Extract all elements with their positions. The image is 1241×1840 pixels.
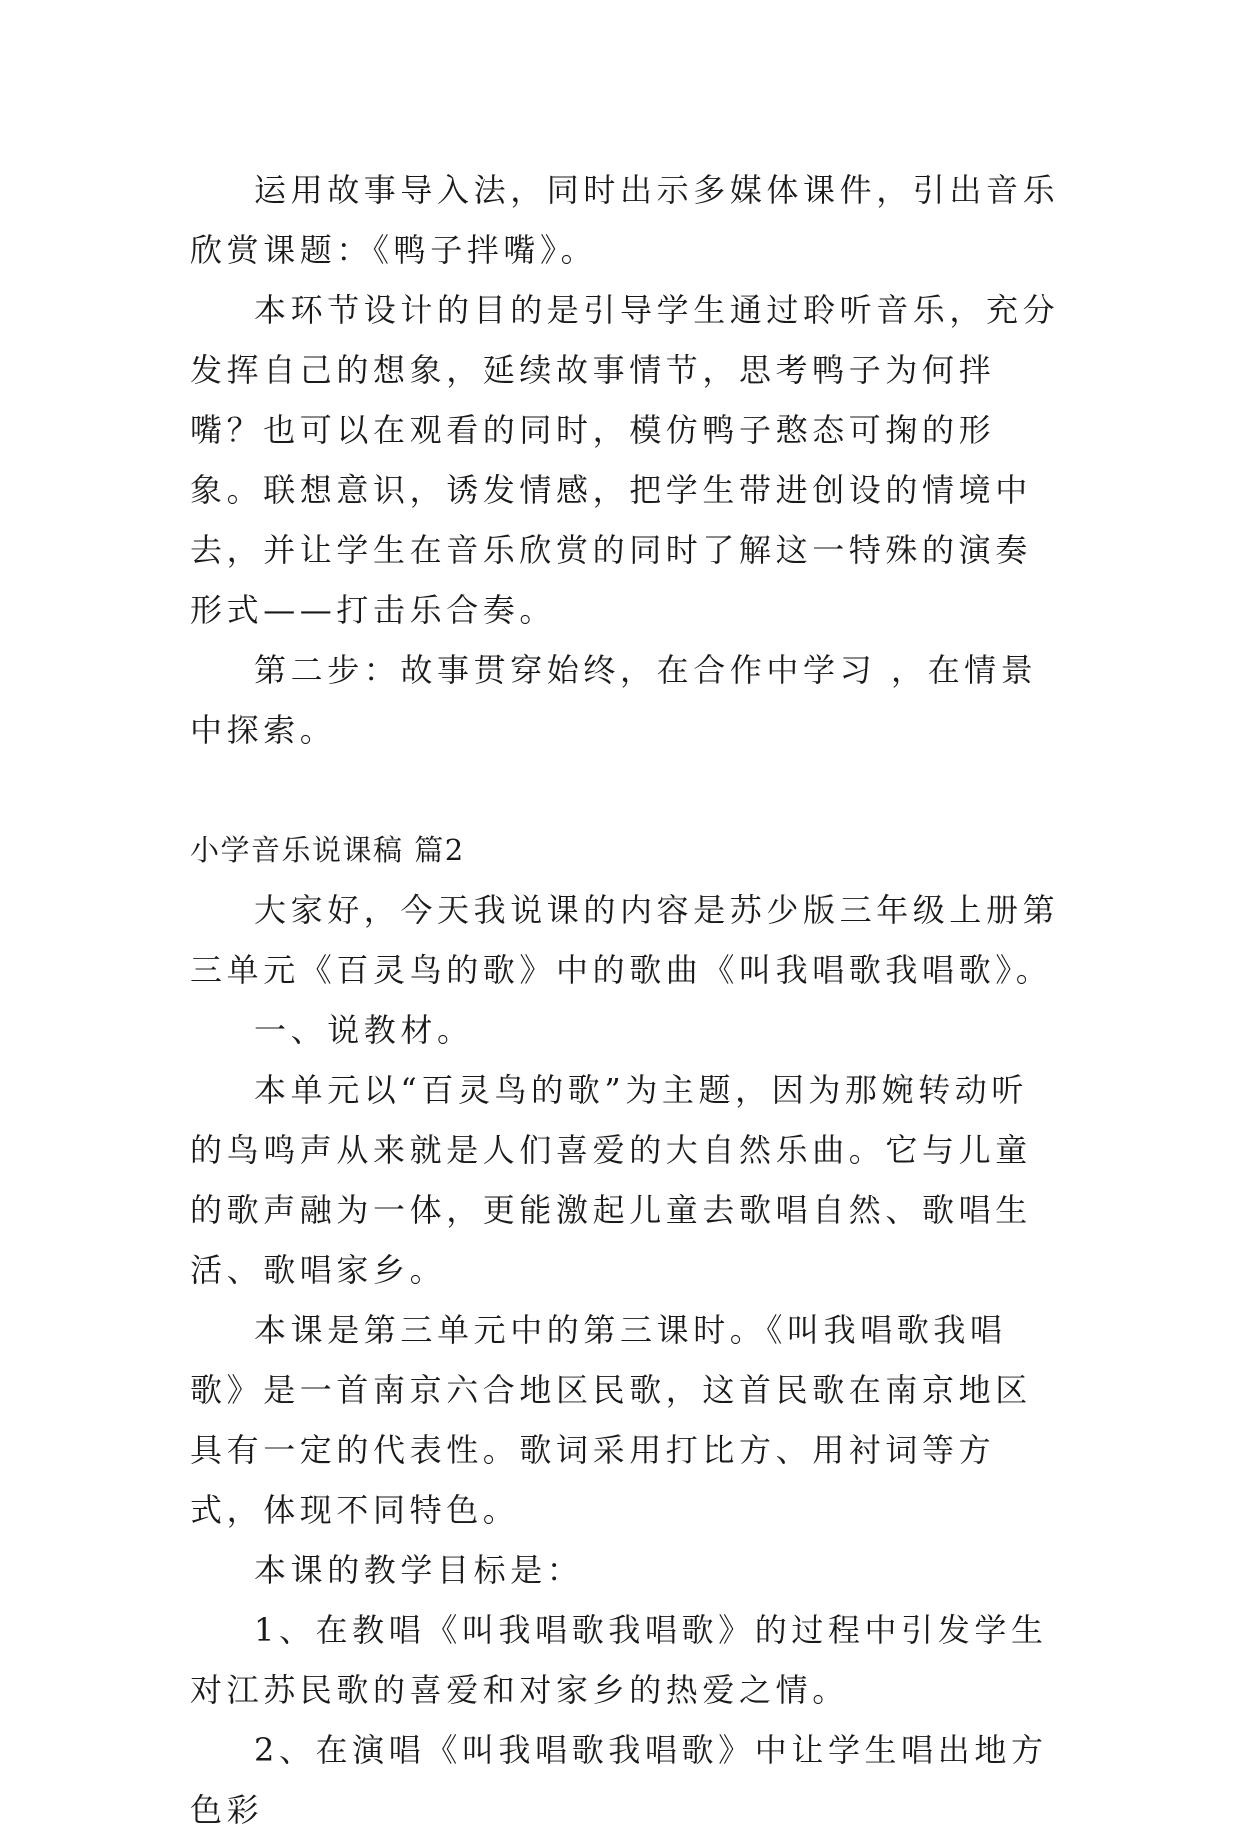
paragraph: 运用故事导入法，同时出示多媒体课件，引出音乐欣赏课题：《鸭子拌嘴》。 xyxy=(190,171,1060,269)
paragraph: 2、在演唱《叫我唱歌我唱歌》中让学生唱出地方色彩 xyxy=(190,1731,1048,1829)
paragraph: 本课的教学目标是： xyxy=(254,1551,584,1589)
paragraph: 本课是第三单元中的第三课时。《叫我唱歌我唱歌》是一首南京六合地区民歌，这首民歌在南京地区具有一定的代表性。歌词采用打比方、用衬词等方式，体现不同特色。 xyxy=(190,1311,1032,1529)
paragraph: 本单元以“百灵鸟的歌”为主题，因为那婉转动听的鸟鸣声从来就是人们喜爱的大自然乐曲。它与儿童的歌声融为一体，更能激起儿童去歌唱自然、歌唱生活、歌唱家乡。 xyxy=(190,1071,1032,1289)
paragraph: 第二步：故事贯穿始终，在合作中学习 ，在情景中探索。 xyxy=(190,651,1038,749)
paragraph: 1、在教唱《叫我唱歌我唱歌》的过程中引发学生对江苏民歌的喜爱和对家乡的热爱之情。 xyxy=(190,1611,1048,1709)
section-heading: 小学音乐说课稿 篇2 xyxy=(190,833,465,867)
document-page xyxy=(190,160,1060,1840)
paragraph: 大家好，今天我说课的内容是苏少版三年级上册第三单元《百灵鸟的歌》中的歌曲《叫我唱歌我唱歌》。 xyxy=(190,891,1060,989)
paragraph: 一、说教材。 xyxy=(254,1011,474,1049)
paragraph: 本环节设计的目的是引导学生通过聆听音乐，充分发挥自己的想象，延续故事情节，思考鸭子为何拌嘴？也可以在观看的同时，模仿鸭子憨态可掬的形象。联想意识，诱发情感，把学生带进创设的情境中去，并让学生在音乐欣赏的同时了解这一特殊的演奏形式——打击乐合奏。 xyxy=(190,291,1060,629)
